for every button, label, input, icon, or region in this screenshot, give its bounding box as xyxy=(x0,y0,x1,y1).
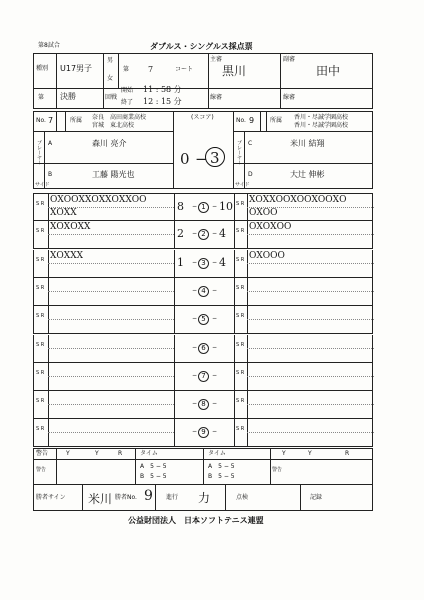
round-value: 決勝 xyxy=(60,92,76,101)
game-row xyxy=(33,221,373,249)
game-number: 9 xyxy=(198,427,209,438)
timeout-b-2: B 5 − 5 xyxy=(208,473,235,480)
left-point-marks: ΟΧΟΟΧΧΟΧΧΟΧΧΟΟ xyxy=(50,195,147,205)
game-score-dash-2: − xyxy=(212,287,218,294)
score-right: 3 xyxy=(210,149,220,167)
game-number: 6 xyxy=(198,343,209,354)
vice-umpire-name: 田中 xyxy=(316,64,341,78)
player-d-name: 大辻 伸彬 xyxy=(290,170,325,179)
game-score-dash: − xyxy=(192,287,198,294)
serve-receive-left: S R xyxy=(36,285,45,291)
winner-sign-label: 勝者サイン xyxy=(36,494,66,501)
court-suffix: コート xyxy=(175,66,194,73)
round-prefix: 第 xyxy=(38,94,45,101)
left-affil-label: 所属 xyxy=(70,117,83,124)
right-point-marks: ΟΧΟΟΟ xyxy=(249,251,285,261)
warning-y2: Y xyxy=(95,450,99,457)
serve-receive-left: S R xyxy=(36,342,45,348)
right-player-label: プレーヤー xyxy=(236,140,242,165)
game-score-dash: − xyxy=(192,259,198,266)
sheet-title: ダブルス・シングルス採点票 xyxy=(150,42,253,51)
game-score-dash: − xyxy=(192,203,198,210)
warning-y: Y xyxy=(66,450,70,457)
game-score-right: 4 xyxy=(219,256,226,269)
winner-no-label: 勝者No. xyxy=(115,494,137,501)
game-score-dash-2: − xyxy=(212,400,218,407)
left-side-label: サイド xyxy=(35,182,50,188)
serve-receive-left: S R xyxy=(36,228,45,234)
game-score-dash: − xyxy=(192,400,198,407)
warning-r-r: R xyxy=(345,450,350,457)
event-value: U17男子 xyxy=(60,64,93,73)
game-row xyxy=(33,193,373,221)
right-team-no: 9 xyxy=(249,116,255,125)
gender-female: 女 xyxy=(107,75,114,82)
warning-label: 警告 xyxy=(36,450,49,457)
game-score-left: 2 xyxy=(177,227,184,240)
score-dash: − xyxy=(195,150,208,168)
line-umpire-label-a: 線審 xyxy=(210,94,223,101)
left-affil-line1: 奈良 高田商業高校 xyxy=(92,114,147,121)
chief-umpire-name: 黒川 xyxy=(222,64,247,78)
right-affil-line2: 香川・尽誠学園高校 xyxy=(294,122,349,129)
right-point-marks-2: ΟΧΟΟ xyxy=(249,208,278,218)
game-score-dash: − xyxy=(192,428,198,435)
end-label: 終了 xyxy=(121,99,134,106)
winner-sign: 米川 xyxy=(88,492,113,506)
game-score-dash: − xyxy=(192,230,198,237)
game-score-dash-2: − xyxy=(212,372,218,379)
vice-umpire-label: 副審 xyxy=(283,56,296,63)
end-time: 12 : 15 分 xyxy=(143,97,182,106)
warning-r: R xyxy=(118,450,123,457)
match-number: 第8試合 xyxy=(38,42,60,49)
serve-receive-right: S R xyxy=(236,201,245,207)
game-row xyxy=(33,391,373,419)
right-no-label: No. xyxy=(236,117,246,124)
serve-receive-left: S R xyxy=(36,201,45,207)
progress-sign: 力 xyxy=(198,491,211,505)
court-prefix: 第 xyxy=(123,66,130,73)
game-row xyxy=(33,306,373,334)
serve-receive-left: S R xyxy=(36,426,45,432)
left-point-marks-2: ΧΟΧΧ xyxy=(50,208,77,218)
game-row xyxy=(33,363,373,391)
player-d-tag: D xyxy=(248,171,253,178)
serve-receive-left: S R xyxy=(36,313,45,319)
court-number: 7 xyxy=(148,65,154,74)
round-suffix: 回戦 xyxy=(105,94,118,101)
penalty-label-right: 警告 xyxy=(272,467,283,473)
game-score-right: 10 xyxy=(219,200,233,213)
warning-y-r: Y xyxy=(282,450,286,457)
timeout-b: B 5 − 5 xyxy=(140,473,167,480)
left-player-label: プレーヤー xyxy=(36,140,42,165)
game-score-dash: − xyxy=(192,315,198,322)
chief-umpire-label: 主審 xyxy=(210,56,223,63)
player-c-name: 米川 結翔 xyxy=(290,139,325,148)
serve-receive-right: S R xyxy=(236,342,245,348)
game-number: 7 xyxy=(198,371,209,382)
game-score-dash: − xyxy=(192,372,198,379)
game-row xyxy=(33,419,373,447)
serve-receive-right: S R xyxy=(236,370,245,376)
game-score-dash-2: − xyxy=(212,315,218,322)
left-point-marks: ΧΟΧΟΧΧ xyxy=(50,222,91,232)
game-number: 5 xyxy=(198,314,209,325)
game-number: 4 xyxy=(198,286,209,297)
timeout-a-2: A 5 − 5 xyxy=(208,463,235,470)
player-a-tag: A xyxy=(48,140,53,147)
game-score-dash-2: − xyxy=(212,428,218,435)
gender-male: 男 xyxy=(107,57,114,64)
progress-label: 進行 xyxy=(166,494,179,501)
right-affil-line1: 香川・尽誠学園高校 xyxy=(294,114,349,121)
serve-receive-right: S R xyxy=(236,257,245,263)
line-umpire-label-b: 線審 xyxy=(283,94,296,101)
serve-receive-right: S R xyxy=(236,228,245,234)
player-a-name: 森川 亮介 xyxy=(92,139,127,148)
event-label: 種別 xyxy=(36,65,49,72)
serve-receive-right: S R xyxy=(236,398,245,404)
game-row xyxy=(33,250,373,278)
organization-name: 公益財団法人 日本ソフトテニス連盟 xyxy=(128,516,264,525)
checker-label: 点検 xyxy=(236,494,249,501)
right-point-marks: ΧΟΧΧΟΟΧΟΟΧΟΟΧΟ xyxy=(249,195,347,205)
game-row xyxy=(33,335,373,363)
game-row xyxy=(33,278,373,306)
left-team-no: 7 xyxy=(48,116,54,125)
right-affil-label: 所属 xyxy=(270,117,283,124)
timeout-label: タイム xyxy=(140,450,158,457)
left-no-label: No. xyxy=(36,117,46,124)
game-score-left: 1 xyxy=(177,256,184,269)
game-score-right: 4 xyxy=(219,227,226,240)
game-number: 1 xyxy=(198,202,209,213)
player-b-name: 工藤 陽光也 xyxy=(92,170,135,179)
serve-receive-right: S R xyxy=(236,426,245,432)
left-point-marks: ΧΟΧΧΧ xyxy=(50,251,84,261)
player-c-tag: C xyxy=(248,140,253,147)
timeout-a: A 5 − 5 xyxy=(140,463,167,470)
game-number: 3 xyxy=(198,258,209,269)
left-affil-line2: 宮城 東北高校 xyxy=(92,122,135,129)
score-left: 0 xyxy=(180,150,190,168)
start-time: 11 : 58 分 xyxy=(143,85,182,94)
game-score-left: 8 xyxy=(177,200,184,213)
game-score-dash: − xyxy=(192,344,198,351)
game-number: 2 xyxy=(198,229,209,240)
warning-y-r2: Y xyxy=(308,450,312,457)
timeout-label-2: タイム xyxy=(208,450,226,457)
game-score-dash-2: − xyxy=(212,344,218,351)
serve-receive-right: S R xyxy=(236,285,245,291)
right-point-marks: ΟΧΟΧΟΟ xyxy=(249,222,292,232)
score-label: (スコア) xyxy=(191,114,214,121)
start-label: 開始 xyxy=(121,87,134,94)
serve-receive-right: S R xyxy=(236,313,245,319)
serve-receive-left: S R xyxy=(36,257,45,263)
record-label: 記録 xyxy=(310,494,323,501)
penalty-label: 警告 xyxy=(36,467,47,473)
game-score-dash-2: − xyxy=(212,203,218,210)
player-b-tag: B xyxy=(48,171,53,178)
game-score-dash-2: − xyxy=(212,230,218,237)
serve-receive-left: S R xyxy=(36,370,45,376)
winner-no: 9 xyxy=(144,488,153,504)
game-number: 8 xyxy=(198,399,209,410)
right-side-label: サイド xyxy=(235,182,250,188)
serve-receive-left: S R xyxy=(36,398,45,404)
game-score-dash-2: − xyxy=(212,259,218,266)
